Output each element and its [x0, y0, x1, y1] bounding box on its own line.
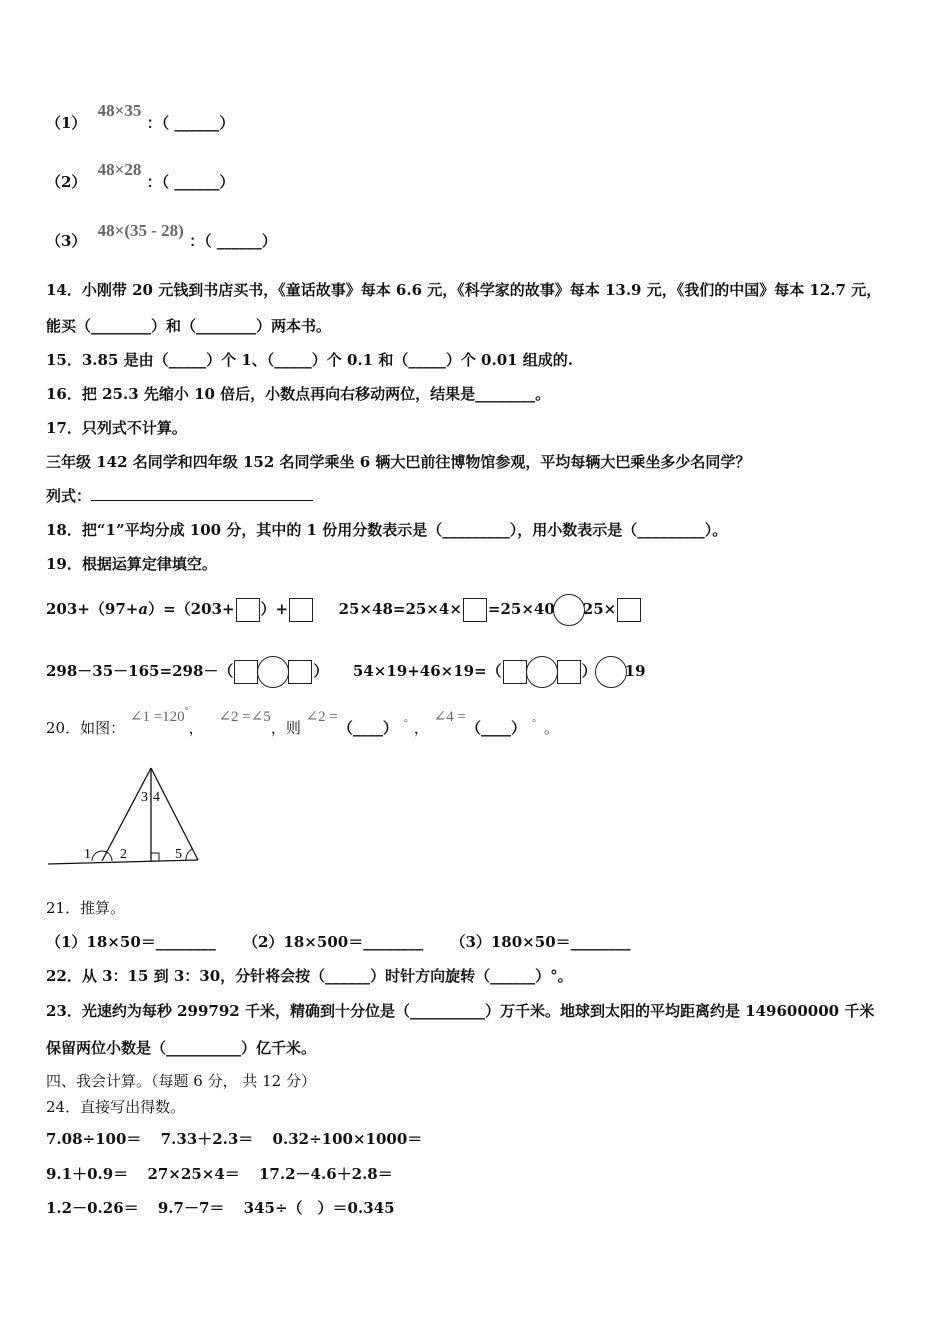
fill-box: [557, 660, 581, 684]
condition-angle2: ∠2 =∠5: [218, 709, 271, 725]
separator: ，: [188, 719, 204, 737]
q17-text: 三年级 142 名同学和四年级 152 名同学乘坐 6 辆大巴前往博物馆参观，平均每辆大巴乘坐多少名同学？: [46, 453, 751, 471]
calc-item: 0.32÷100×1000＝: [272, 1130, 423, 1148]
q21-title: 21．推算。: [46, 899, 126, 917]
q19-title: 19．根据运算定律填空。: [46, 555, 217, 573]
q19-row1: [46, 594, 642, 626]
calc-item: 17.2－4.6＋2.8＝: [259, 1165, 393, 1183]
expr-text: 19: [624, 662, 646, 680]
triangle-figure: [46, 760, 216, 870]
expr-text: 298－35－165=298－（: [46, 662, 234, 680]
expr-text: ）+: [260, 600, 289, 618]
question-prefix: 20．如图：: [46, 719, 126, 737]
condition-angle1: [129, 706, 189, 725]
calc-item: 1.2－0.26＝: [46, 1199, 139, 1217]
angle-label-4: 4: [153, 790, 160, 805]
q21-item: （3）180×50＝________: [450, 933, 631, 951]
math-expression: 48×(35 - 28): [97, 221, 184, 240]
fill-box: [617, 598, 641, 622]
angle-arc-5: [186, 849, 192, 860]
calc-item: 9.7－7＝: [157, 1199, 225, 1217]
q24-row2: [46, 1164, 393, 1184]
q13-part2: [46, 160, 235, 192]
q18: 18．把“1”平均分成 100 分，其中的 1 份用分数表示是（_________），用小数表示是（_________）。: [46, 521, 728, 539]
expr-text: 25×48=25×4×: [338, 600, 462, 618]
q24-row3: [46, 1198, 395, 1218]
angle-label-2: 2: [120, 847, 127, 862]
separator: ，: [413, 719, 429, 737]
q13-part3: [46, 221, 277, 251]
angle-arc-1: [92, 851, 112, 861]
fill-circle: [595, 656, 627, 688]
cond-text: ∠1 =120: [129, 709, 185, 725]
q21-items: [46, 932, 631, 952]
expr-text: 25×: [582, 600, 617, 618]
calc-item: 7.33＋2.3＝: [160, 1130, 254, 1148]
degree-sign: °: [403, 718, 408, 729]
q19-row2: [46, 656, 646, 688]
end-mark: 。: [544, 719, 560, 737]
right-angle-mark: [151, 853, 159, 861]
answer-label: 列式：: [46, 487, 92, 505]
fill-box: [289, 598, 313, 622]
q22: 22．从 3：15 到 3：30，分针将会按（______）时针方向旋转（______）°。: [46, 967, 573, 985]
degree-sign: °: [184, 706, 189, 717]
part-label: （3）: [46, 232, 87, 250]
part-label: （1）: [46, 114, 87, 132]
answer-blank: （____）: [465, 719, 526, 737]
fill-circle: [553, 594, 585, 626]
q14-line1: 14．小刚带 20 元钱到书店买书，《童话故事》每本 6.6 元，《科学家的故事》每本 13.9 元，《我们的中国》每本 12.7 元，: [46, 281, 882, 299]
answer-blank: [91, 486, 313, 501]
q16: 16．把 25.3 先缩小 10 倍后，小数点再向右移动两位，结果是________。: [46, 385, 551, 403]
answer-blank: ：（ ______）: [189, 232, 277, 250]
ask-angle2: ∠2 =: [305, 709, 338, 725]
answer-blank: ：（ ______）: [146, 173, 235, 191]
expr-text: 54×19+46×19=（: [352, 662, 502, 680]
degree-sign: °: [532, 718, 536, 729]
then-text: ，则: [270, 719, 301, 737]
calc-item: 7.08÷100＝: [46, 1130, 142, 1148]
q17-title: 17．只列式不计算。: [46, 419, 187, 437]
section4-title: 四、我会计算。（每题 6 分， 共 12 分）: [46, 1072, 316, 1090]
fill-box: [503, 660, 527, 684]
expr-text: ）: [581, 662, 597, 680]
calc-item: 9.1＋0.9＝: [46, 1165, 129, 1183]
q23-line2: 保留两位小数是（__________）亿千米。: [46, 1039, 317, 1057]
part-label: （2）: [46, 173, 87, 191]
q23-line1: 23．光速约为每秒 299792 千米，精确到十分位是（__________）万千米。地球到太阳的平均距离约是 149600000 千米: [46, 1002, 875, 1020]
answer-blank: （____）: [337, 719, 398, 737]
q17-answer-line: [46, 486, 313, 506]
q15: 15．3.85 是由（_____）个 1、（_____）个 0.1 和（_____）个 0.01 组成的.: [46, 351, 574, 369]
answer-blank: ：（ ______）: [146, 114, 235, 132]
q21-item: （1）18×50＝________: [46, 933, 216, 951]
calc-item: 27×25×4＝: [147, 1165, 240, 1183]
fill-box: [236, 598, 260, 622]
angle-label-1: 1: [84, 847, 91, 862]
variable: a: [138, 600, 149, 618]
expr-text: ）: [313, 662, 329, 680]
math-expression: 48×28: [97, 160, 142, 179]
q21-item: （2）18×500＝________: [243, 933, 424, 951]
fill-box: [234, 660, 258, 684]
expr-text: ）=（203+: [148, 600, 235, 618]
q13-part1: [46, 101, 235, 133]
ask-angle4: ∠4 =: [433, 709, 466, 725]
q20-line: [46, 706, 560, 739]
fill-box: [288, 660, 312, 684]
calc-item: 345÷（ ）＝0.345: [243, 1199, 395, 1217]
math-expression: 48×35: [97, 101, 142, 120]
angle-label-3: 3: [141, 790, 148, 805]
expr-text: =25×40: [487, 600, 555, 618]
expr-text: 203+（97+: [46, 600, 139, 618]
fill-circle: [257, 656, 289, 688]
q14-line2: 能买（________）和（________）两本书。: [46, 317, 332, 335]
q24-title: 24．直接写出得数。: [46, 1098, 186, 1116]
q24-row1: [46, 1129, 422, 1149]
angle-label-5: 5: [175, 847, 182, 862]
fill-circle: [526, 656, 558, 688]
fill-box: [463, 598, 487, 622]
